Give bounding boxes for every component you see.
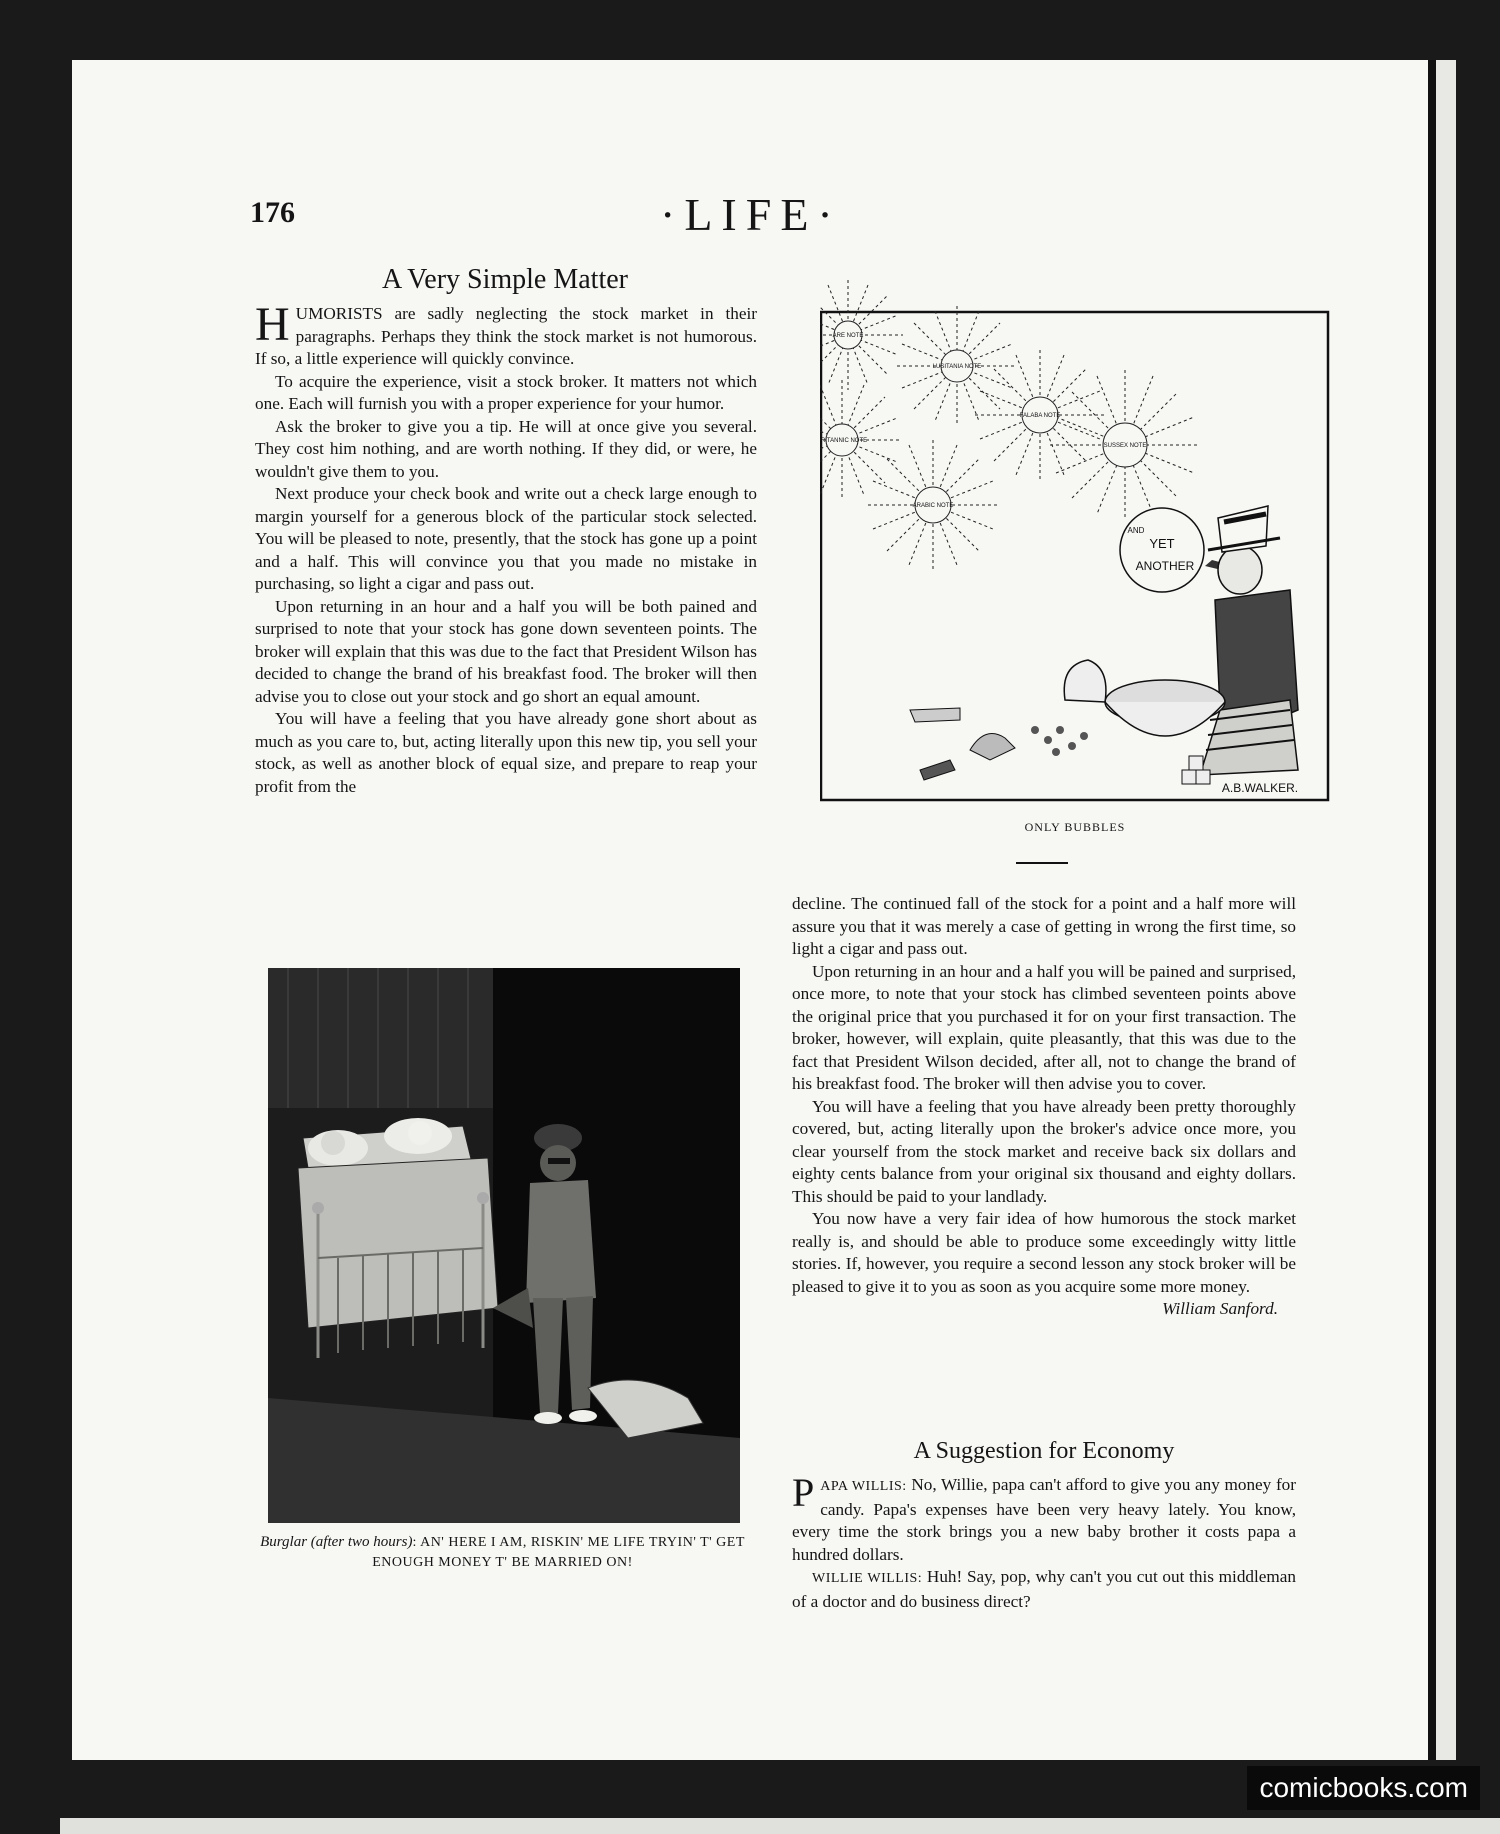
bubble-word: AND (1127, 526, 1145, 535)
paragraph: PAPA WILLIS: No, Willie, papa can't afford to give you any money for candy. Papa's expenses have been very heavy lately. You know, every time the stork brings you a new baby brother it costs papa a hundred dollars. (792, 1470, 1296, 1564)
right-column (792, 893, 1296, 1321)
artist-signature: A.B.WALKER. (1221, 781, 1299, 795)
separator-rule (1016, 862, 1068, 864)
paragraph: WILLIE WILLIS: Huh! Say, pop, why can't you cut out this middleman of a doctor and do business direct? (792, 1567, 1297, 1611)
paragraph: You will have a feeling that you have already been pretty thoroughly covered, but, acting literally upon the broker's advice once more, you clear yourself from the stock market and receive back six dollars and eighty cents balance from your original six thousand and eighty dollars. This should be paid to your landlady. (792, 1096, 1296, 1206)
site-watermark: comicbooks.com (1247, 1766, 1480, 1810)
article-title: A Very Simple Matter (381, 264, 628, 295)
drop-cap: P (792, 1470, 815, 1515)
cartoon-burglar (268, 968, 740, 1523)
drop-cap: H (255, 298, 290, 351)
economy-article (792, 1470, 1297, 1613)
speaker-name: APA WILLIS: (820, 1479, 907, 1494)
left-column (255, 298, 757, 798)
page-number: 176 (250, 196, 295, 229)
bubble-label: BRITANNIC NOTE (820, 438, 868, 444)
bubble-label: SUSSEX NOTE (1103, 443, 1147, 449)
page-gutter (1428, 60, 1436, 1760)
paragraph: You now have a very fair idea of how humorous the stock market really is, and should be able to produce some exceedingly witty little stories. If, however, you require a second lesson any stock broker will be pleased to give it to you as soon as you acquire some more money. (792, 1209, 1296, 1296)
paragraph: Upon returning in an hour and a half you will be both pained and surprised to note that your stock has gone down seventeen points. The broker will explain that this was due to the fact that President Wilson has decided to change the brand of his breakfast food. The broker will then advise you to close out your stock and go short an equal amount. (255, 596, 757, 706)
paragraph: Upon returning in an hour and a half you will be pained and surprised, once more, to note that your stock has climbed seventeen points above the original price that you purchased it for on your first transaction. The broker, however, will explain, quite pleasantly, that this was due to the fact that President Wilson decided, after all, not to change the brand of his breakfast food. The broker will then advise you to cover. (792, 961, 1296, 1093)
facing-page-edge (1436, 60, 1456, 1760)
bubble-word: ANOTHER (1135, 559, 1195, 573)
speaker-name: WILLIE WILLIS: (812, 1571, 923, 1586)
caption-text: : AN' HERE I AM, RISKIN' ME LIFE TRYIN' T' GET ENOUGH MONEY T' BE MARRIED ON! (372, 1535, 745, 1570)
cartoon-caption: ONLY BUBBLES (1024, 820, 1126, 834)
uncle-sam-bubbles-illustration (820, 270, 1330, 805)
next-page-edge (60, 1818, 1500, 1834)
author-signature: William Sanford. (1162, 1299, 1278, 1318)
paragraph: decline. The continued fall of the stock for a point and a half more will assure you that it was merely a case of getting in wrong the first time, so light a cigar and pass out. (792, 894, 1296, 958)
bubble-label: ARE NOTE (832, 333, 864, 339)
cartoon-only-bubbles (820, 270, 1330, 805)
paragraph: HUMORISTS are sadly neglecting the stock market in their paragraphs. Perhaps they think the stock market is not humorous. If so, a little experience will quickly convince. (255, 298, 757, 368)
paragraph: To acquire the experience, visit a stock broker. It matters not which one. Each will furnish you with a proper experience for your humor. (255, 371, 757, 413)
article-title: A Suggestion for Economy (913, 1438, 1175, 1464)
bubble-label: ARABIC NOTE (912, 503, 954, 509)
paragraph: Next produce your check book and write out a check large enough to margin yourself for a generous block of the particular stock selected. You will be pleased to note, presently, that the stock has gone up a point and a half. This will convince you that you made no mistake in purchasing, so light a cigar and pass out. (255, 484, 757, 593)
paragraph: You will have a feeling that you have already gone short about as much as you care to, but, acting literally upon this new tip, you sell your stock, as well as another block of equal size, and prepare to reap your profit from the (255, 709, 757, 796)
caption-speaker: Burglar (after two hours) (260, 1534, 413, 1550)
bubble-label: LUSITANIA NOTE (932, 364, 982, 370)
burglar-bedroom-illustration (268, 968, 740, 1523)
bubble-label: FALABA NOTE (1019, 413, 1061, 419)
paragraph: Ask the broker to give you a tip. He will at once give you several. They cost him nothing, and are worth nothing. If they did, or were, he wouldn't give them to you. (255, 416, 757, 481)
bubble-word: YET (1149, 536, 1175, 551)
masthead: ·LIFE· (660, 189, 842, 240)
burglar-caption (250, 1532, 755, 1573)
